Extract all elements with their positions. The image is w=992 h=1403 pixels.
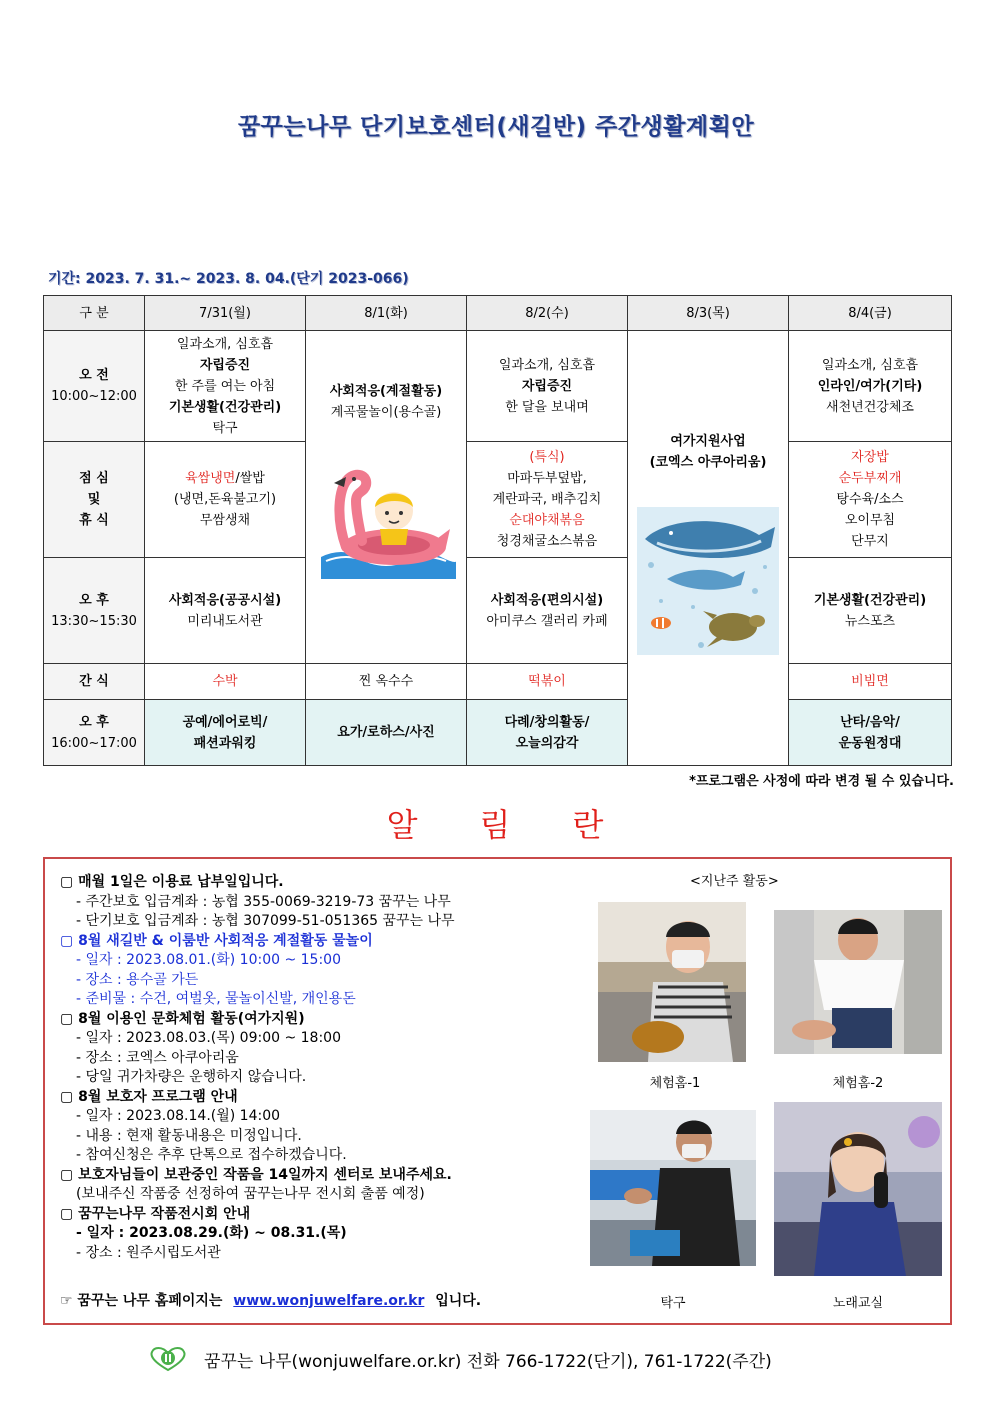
homepage-link[interactable]: www.wonjuwelfare.or.kr	[233, 1293, 425, 1309]
heart-logo-icon	[150, 1346, 186, 1372]
flamingo-float-illustration	[316, 449, 456, 579]
notice-line: - 주간보호 입금계좌 : 농협 355-0069-3219-73 꿈꾸는 나무	[76, 893, 451, 910]
cell-fri-lunch: 자장밥 순두부찌개 탕수육/소스 오이무침 단무지	[789, 442, 952, 558]
cell-tue-snack: 찐 옥수수	[306, 664, 467, 700]
row-label-lunch: 점 심 및 휴 식	[44, 442, 145, 558]
aquarium-sea-illustration	[637, 507, 779, 655]
notice-line: - 일자 : 2023.08.14.(월) 14:00	[76, 1108, 281, 1124]
notice-line: ▢ 8월 새길반 & 이룸반 사회적응 계절활동 물놀이	[60, 932, 373, 949]
notice-line: - 참여신청은 추후 단톡으로 접수하겠습니다.	[76, 1147, 347, 1163]
cell-wed-morning: 일과소개, 심호흡 자립증진 한 달을 보내며	[467, 331, 628, 442]
header-category: 구 분	[44, 296, 145, 331]
row-snack	[44, 664, 952, 700]
weekly-schedule-table	[43, 295, 952, 766]
cell-wed-lunch: (특식) 마파두부덮밥, 계란파국, 배추김치 순대야채볶음 청경채굴소스볶음	[467, 442, 628, 558]
photo-experience-home-2	[774, 910, 942, 1054]
cell-tue-morning: 사회적응(계절활동) 계곡물놀이(용수골)	[306, 331, 467, 664]
header-mon: 7/31(월)	[145, 296, 306, 331]
cell-mon-lunch: 육쌈냉면/쌀밥 (냉면,돈육불고기) 무쌈생채	[145, 442, 306, 558]
notice-line: - 당일 귀가차량은 운행하지 않습니다.	[76, 1069, 307, 1085]
notice-line: - 일자 : 2023.08.03.(목) 09:00 ~ 18:00	[76, 1030, 341, 1046]
row-morning	[44, 331, 952, 442]
header-thu: 8/3(목)	[628, 296, 789, 331]
cell-fri-afternoon: 기본생활(건강관리) 뉴스포츠	[789, 558, 952, 664]
photo-experience-home-1	[598, 902, 746, 1062]
cell-mon-late: 공예/에어로빅/ 패션과워킹	[145, 700, 306, 766]
notice-line: ▢ 8월 이용인 문화체험 활동(여가지원)	[60, 1010, 305, 1027]
photo-table-tennis	[590, 1110, 756, 1266]
cell-tue-late: 요가/로하스/사진	[306, 700, 467, 766]
cell-wed-afternoon: 사회적응(편의시설) 아미쿠스 갤러리 카페	[467, 558, 628, 664]
row-lunch	[44, 442, 952, 558]
cell-fri-snack: 비빔면	[789, 664, 952, 700]
row-label-snack: 간 식	[44, 664, 145, 700]
header-tue: 8/1(화)	[306, 296, 467, 331]
photo-singing-class	[774, 1102, 942, 1276]
footer-contact: 꿈꾸는 나무(wonjuwelfare.or.kr) 전화 766-1722(단기), 761-1722(주간)	[204, 1351, 772, 1372]
row-label-morning: 오 전 10:00~12:00	[44, 331, 145, 442]
notice-line: ▢ 8월 보호자 프로그램 안내	[60, 1088, 238, 1105]
cell-mon-snack: 수박	[145, 664, 306, 700]
notice-line: - 장소 : 원주시립도서관	[76, 1244, 221, 1261]
photo-caption-2: 체험홈-2	[832, 1076, 884, 1091]
cell-thu-trip: 여가지원사업 (코엑스 아쿠아리움)	[628, 331, 789, 766]
notice-heading: 알 림 란	[386, 806, 606, 844]
notice-line: - 일자 : 2023.08.01.(화) 10:00 ~ 15:00	[76, 952, 341, 968]
cell-mon-afternoon: 사회적응(공공시설) 미리내도서관	[145, 558, 306, 664]
table-header-row	[44, 296, 952, 331]
row-label-late-afternoon: 오 후 16:00~17:00	[44, 700, 145, 766]
photo-caption-4: 노래교실	[832, 1296, 884, 1311]
notice-line: ▢ 보호자님들이 보관중인 작품을 14일까지 센터로 보내주세요.	[60, 1166, 452, 1183]
period-label: 기간: 2023. 7. 31.~ 2023. 8. 04.(단기 2023-066)	[48, 271, 409, 287]
row-label-afternoon: 오 후 13:30~15:30	[44, 558, 145, 664]
notice-line: ▢ 매월 1일은 이용료 납부일입니다.	[60, 874, 284, 890]
cell-fri-late: 난타/음악/ 운동원정대	[789, 700, 952, 766]
header-wed: 8/2(수)	[467, 296, 628, 331]
page-title: 꿈꾸는나무 단기보호센터(새길반) 주간생활계획안	[237, 114, 755, 140]
notice-line: - 장소 : 코엑스 아쿠아리움	[76, 1049, 239, 1066]
cell-fri-morning: 일과소개, 심호흡 인라인/여가(기타) 새천년건강체조	[789, 331, 952, 442]
notice-line: - 내용 : 현재 활동내용은 미정입니다.	[76, 1127, 302, 1144]
footer	[150, 1346, 772, 1372]
notice-line: - 단기보호 입금계좌 : 농협 307099-51-051365 꿈꾸는 나무	[76, 913, 455, 929]
row-late-afternoon	[44, 700, 952, 766]
photos-caption: <지난주 활동>	[690, 874, 779, 889]
notice-line: (보내주신 작품중 선정하여 꿈꾸는나무 전시회 출품 예정)	[76, 1186, 425, 1202]
notice-line: - 준비물 : 수건, 여벌옷, 물놀이신발, 개인용돈	[76, 991, 356, 1007]
notice-line: - 장소 : 용수골 가든	[76, 971, 199, 988]
cell-wed-late: 다례/창의활동/ 오늘의감각	[467, 700, 628, 766]
photo-caption-1: 체험홈-1	[649, 1076, 701, 1091]
schedule-change-note: *프로그램은 사정에 따라 변경 될 수 있습니다.	[689, 774, 954, 789]
homepage-line: ☞ 꿈꾸는 나무 홈페이지는 www.wonjuwelfare.or.kr 입니다.	[60, 1293, 482, 1309]
header-fri: 8/4(금)	[789, 296, 952, 331]
notice-list	[60, 873, 580, 1263]
cell-wed-snack: 떡볶이	[467, 664, 628, 700]
notice-line: - 일자 : 2023.08.29.(화) ~ 08.31.(목)	[76, 1225, 347, 1241]
cell-mon-morning: 일과소개, 심호흡 자립증진 한 주를 여는 아침 기본생활(건강관리) 탁구	[145, 331, 306, 442]
row-afternoon	[44, 558, 952, 664]
photo-caption-3: 탁구	[660, 1296, 686, 1311]
notice-line: ▢ 꿈꾸는나무 작품전시회 안내	[60, 1205, 251, 1222]
